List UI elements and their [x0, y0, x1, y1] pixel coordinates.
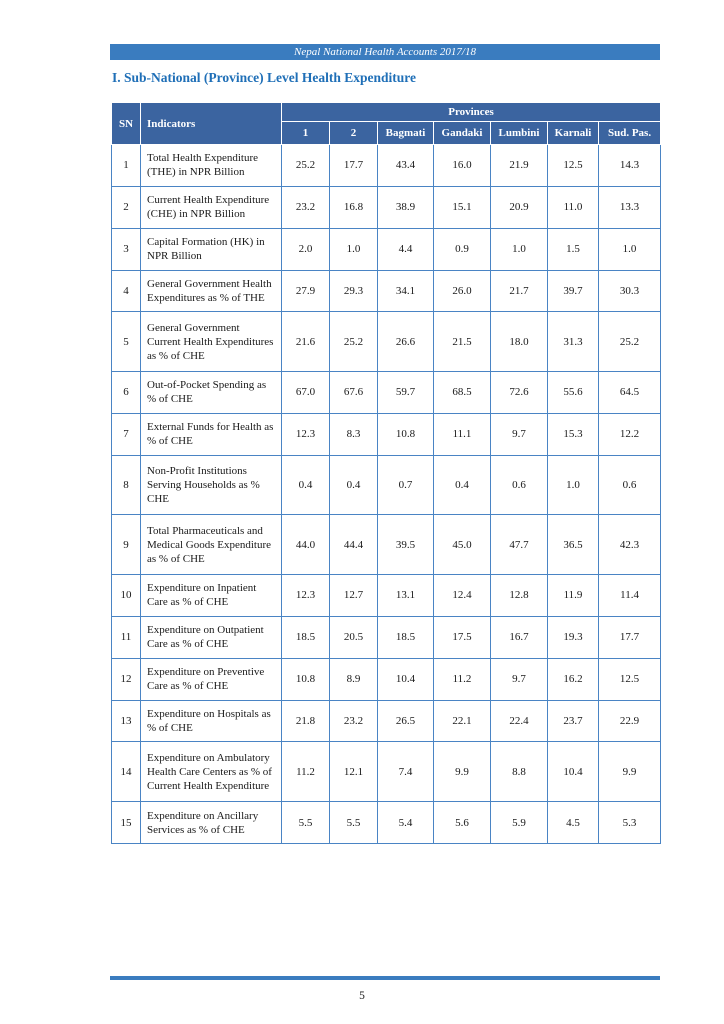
- value-cell: 1.0: [330, 228, 378, 270]
- value-cell: 21.5: [434, 312, 491, 372]
- value-cell: 10.4: [548, 742, 599, 802]
- health-expenditure-table: [111, 102, 661, 844]
- value-cell: 0.4: [434, 455, 491, 515]
- value-cell: 26.6: [378, 312, 434, 372]
- provinces-group-header: Provinces: [282, 103, 661, 122]
- table-row: [112, 742, 661, 802]
- indicator-cell: General Government Health Expenditures as % of THE: [141, 270, 282, 312]
- sn-header: SN: [112, 103, 141, 145]
- table-row: [112, 372, 661, 414]
- value-cell: 1.0: [599, 228, 661, 270]
- value-cell: 11.2: [434, 658, 491, 700]
- value-cell: 1.5: [548, 228, 599, 270]
- indicator-cell: General Government Current Health Expenditures as % of CHE: [141, 312, 282, 372]
- value-cell: 16.8: [330, 186, 378, 228]
- page-number: 5: [359, 990, 365, 1002]
- value-cell: 44.0: [282, 515, 330, 575]
- sn-cell: 11: [112, 616, 141, 658]
- indicator-cell: Expenditure on Outpatient Care as % of CHE: [141, 616, 282, 658]
- value-cell: 17.7: [330, 145, 378, 187]
- value-cell: 25.2: [330, 312, 378, 372]
- table-row: [112, 270, 661, 312]
- value-cell: 27.9: [282, 270, 330, 312]
- value-cell: 19.3: [548, 616, 599, 658]
- value-cell: 11.9: [548, 574, 599, 616]
- value-cell: 9.9: [434, 742, 491, 802]
- indicator-cell: Expenditure on Ancillary Services as % of CHE: [141, 802, 282, 844]
- sn-cell: 1: [112, 145, 141, 187]
- value-cell: 11.0: [548, 186, 599, 228]
- value-cell: 29.3: [330, 270, 378, 312]
- indicators-header: Indicators: [141, 103, 282, 145]
- value-cell: 12.1: [330, 742, 378, 802]
- column-header: 2: [330, 122, 378, 145]
- table-row: [112, 145, 661, 187]
- value-cell: 44.4: [330, 515, 378, 575]
- value-cell: 5.5: [282, 802, 330, 844]
- value-cell: 16.0: [434, 145, 491, 187]
- value-cell: 16.7: [491, 616, 548, 658]
- value-cell: 55.6: [548, 372, 599, 414]
- value-cell: 26.5: [378, 700, 434, 742]
- value-cell: 8.9: [330, 658, 378, 700]
- value-cell: 13.3: [599, 186, 661, 228]
- value-cell: 1.0: [548, 455, 599, 515]
- column-header: 1: [282, 122, 330, 145]
- value-cell: 10.4: [378, 658, 434, 700]
- value-cell: 68.5: [434, 372, 491, 414]
- value-cell: 42.3: [599, 515, 661, 575]
- value-cell: 12.4: [434, 574, 491, 616]
- value-cell: 25.2: [599, 312, 661, 372]
- value-cell: 8.3: [330, 413, 378, 455]
- value-cell: 12.5: [599, 658, 661, 700]
- sn-cell: 12: [112, 658, 141, 700]
- table-row: [112, 574, 661, 616]
- value-cell: 22.9: [599, 700, 661, 742]
- sn-cell: 4: [112, 270, 141, 312]
- table-row: [112, 616, 661, 658]
- indicator-cell: Expenditure on Ambulatory Health Care Centers as % of Current Health Expenditure: [141, 742, 282, 802]
- indicator-cell: Total Pharmaceuticals and Medical Goods Expenditure as % of CHE: [141, 515, 282, 575]
- value-cell: 10.8: [378, 413, 434, 455]
- value-cell: 23.2: [330, 700, 378, 742]
- table-body: [112, 145, 661, 844]
- value-cell: 64.5: [599, 372, 661, 414]
- value-cell: 21.6: [282, 312, 330, 372]
- sn-cell: 13: [112, 700, 141, 742]
- value-cell: 5.5: [330, 802, 378, 844]
- value-cell: 4.5: [548, 802, 599, 844]
- indicator-cell: Expenditure on Hospitals as % of CHE: [141, 700, 282, 742]
- value-cell: 9.7: [491, 658, 548, 700]
- value-cell: 20.5: [330, 616, 378, 658]
- value-cell: 0.4: [330, 455, 378, 515]
- value-cell: 43.4: [378, 145, 434, 187]
- table-row: [112, 312, 661, 372]
- sn-cell: 3: [112, 228, 141, 270]
- value-cell: 12.3: [282, 574, 330, 616]
- indicator-cell: External Funds for Health as % of CHE: [141, 413, 282, 455]
- value-cell: 4.4: [378, 228, 434, 270]
- value-cell: 12.5: [548, 145, 599, 187]
- value-cell: 12.2: [599, 413, 661, 455]
- sn-cell: 9: [112, 515, 141, 575]
- sn-cell: 14: [112, 742, 141, 802]
- column-header: Lumbini: [491, 122, 548, 145]
- section-title: I. Sub-National (Province) Level Health Expenditure: [112, 70, 417, 85]
- column-header: Sud. Pas.: [599, 122, 661, 145]
- table-row: [112, 228, 661, 270]
- table-row: [112, 700, 661, 742]
- value-cell: 0.9: [434, 228, 491, 270]
- value-cell: 2.0: [282, 228, 330, 270]
- value-cell: 14.3: [599, 145, 661, 187]
- table-row: [112, 186, 661, 228]
- value-cell: 67.0: [282, 372, 330, 414]
- value-cell: 47.7: [491, 515, 548, 575]
- value-cell: 10.8: [282, 658, 330, 700]
- sn-cell: 5: [112, 312, 141, 372]
- value-cell: 18.0: [491, 312, 548, 372]
- table-row: [112, 455, 661, 515]
- value-cell: 5.6: [434, 802, 491, 844]
- value-cell: 25.2: [282, 145, 330, 187]
- value-cell: 22.4: [491, 700, 548, 742]
- table-row: [112, 413, 661, 455]
- sn-cell: 7: [112, 413, 141, 455]
- value-cell: 12.3: [282, 413, 330, 455]
- value-cell: 18.5: [378, 616, 434, 658]
- value-cell: 26.0: [434, 270, 491, 312]
- sn-cell: 8: [112, 455, 141, 515]
- value-cell: 0.6: [599, 455, 661, 515]
- value-cell: 16.2: [548, 658, 599, 700]
- value-cell: 31.3: [548, 312, 599, 372]
- value-cell: 23.2: [282, 186, 330, 228]
- value-cell: 30.3: [599, 270, 661, 312]
- value-cell: 11.2: [282, 742, 330, 802]
- indicator-cell: Expenditure on Preventive Care as % of CHE: [141, 658, 282, 700]
- value-cell: 15.1: [434, 186, 491, 228]
- value-cell: 21.7: [491, 270, 548, 312]
- value-cell: 12.7: [330, 574, 378, 616]
- indicator-cell: Current Health Expenditure (CHE) in NPR Billion: [141, 186, 282, 228]
- value-cell: 5.9: [491, 802, 548, 844]
- indicator-cell: Total Health Expenditure (THE) in NPR Billion: [141, 145, 282, 187]
- indicator-cell: Capital Formation (HK) in NPR Billion: [141, 228, 282, 270]
- running-header-title: Nepal National Health Accounts 2017/18: [294, 46, 476, 58]
- value-cell: 7.4: [378, 742, 434, 802]
- value-cell: 21.9: [491, 145, 548, 187]
- value-cell: 5.4: [378, 802, 434, 844]
- value-cell: 20.9: [491, 186, 548, 228]
- column-header: Bagmati: [378, 122, 434, 145]
- value-cell: 11.1: [434, 413, 491, 455]
- value-cell: 45.0: [434, 515, 491, 575]
- indicator-cell: Expenditure on Inpatient Care as % of CHE: [141, 574, 282, 616]
- sn-cell: 2: [112, 186, 141, 228]
- value-cell: 1.0: [491, 228, 548, 270]
- table-row: [112, 802, 661, 844]
- indicator-cell: Non-Profit Institutions Serving Households as % CHE: [141, 455, 282, 515]
- value-cell: 5.3: [599, 802, 661, 844]
- value-cell: 12.8: [491, 574, 548, 616]
- table-row: [112, 515, 661, 575]
- sn-cell: 10: [112, 574, 141, 616]
- footer-rule: [110, 976, 660, 980]
- indicator-cell: Out-of-Pocket Spending as % of CHE: [141, 372, 282, 414]
- running-header: [110, 44, 660, 60]
- value-cell: 17.7: [599, 616, 661, 658]
- value-cell: 13.1: [378, 574, 434, 616]
- value-cell: 11.4: [599, 574, 661, 616]
- value-cell: 36.5: [548, 515, 599, 575]
- column-header: Gandaki: [434, 122, 491, 145]
- value-cell: 15.3: [548, 413, 599, 455]
- value-cell: 0.6: [491, 455, 548, 515]
- value-cell: 22.1: [434, 700, 491, 742]
- value-cell: 39.5: [378, 515, 434, 575]
- table-row: [112, 658, 661, 700]
- column-header: Karnali: [548, 122, 599, 145]
- value-cell: 23.7: [548, 700, 599, 742]
- value-cell: 21.8: [282, 700, 330, 742]
- value-cell: 18.5: [282, 616, 330, 658]
- value-cell: 17.5: [434, 616, 491, 658]
- value-cell: 9.9: [599, 742, 661, 802]
- value-cell: 38.9: [378, 186, 434, 228]
- value-cell: 0.4: [282, 455, 330, 515]
- value-cell: 8.8: [491, 742, 548, 802]
- value-cell: 72.6: [491, 372, 548, 414]
- value-cell: 59.7: [378, 372, 434, 414]
- sn-cell: 15: [112, 802, 141, 844]
- value-cell: 0.7: [378, 455, 434, 515]
- value-cell: 67.6: [330, 372, 378, 414]
- value-cell: 39.7: [548, 270, 599, 312]
- value-cell: 34.1: [378, 270, 434, 312]
- table-header-row: [112, 103, 661, 122]
- sn-cell: 6: [112, 372, 141, 414]
- value-cell: 9.7: [491, 413, 548, 455]
